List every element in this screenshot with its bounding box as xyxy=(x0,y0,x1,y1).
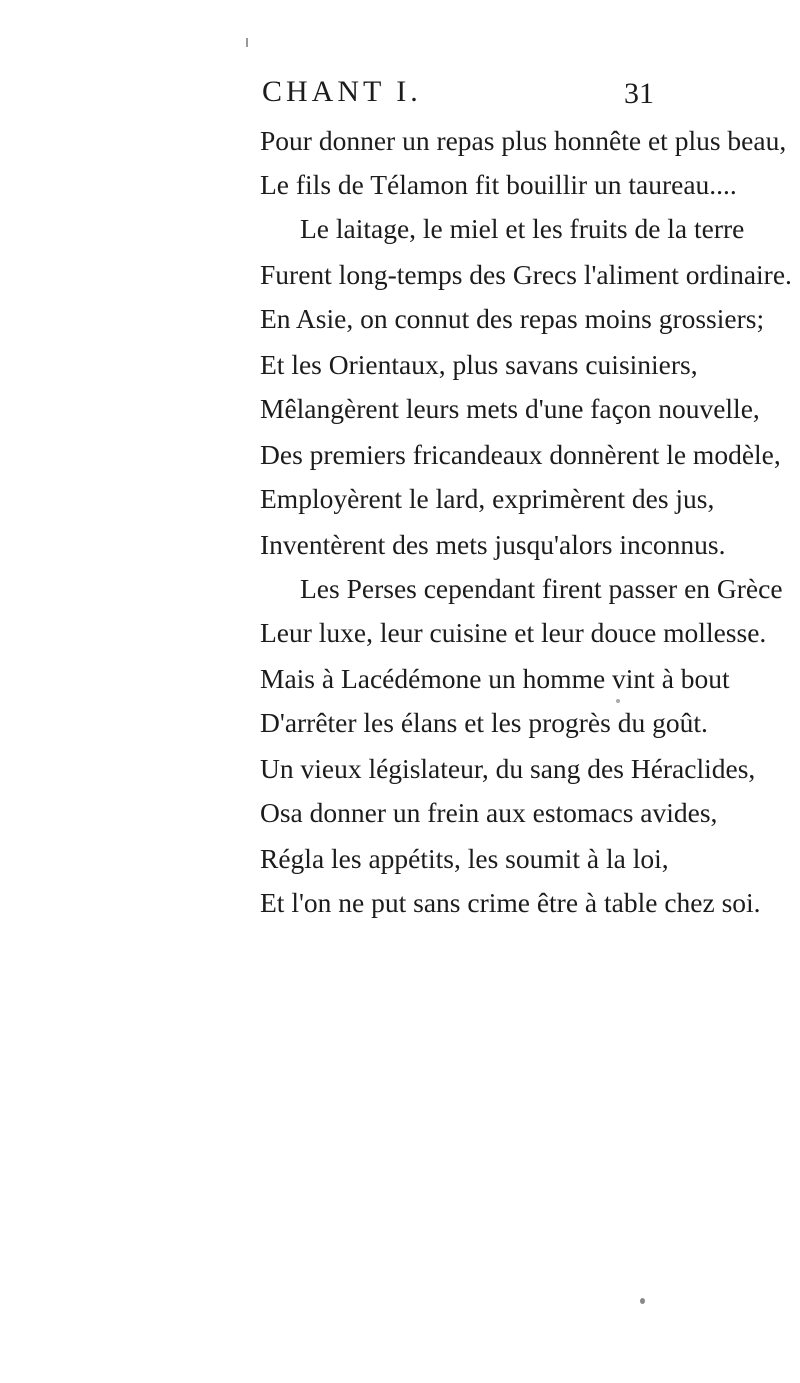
verse-line: En Asie, on connut des repas moins grossiers; xyxy=(260,303,765,334)
verse-line: Les Perses cependant firent passer en Grèce xyxy=(300,573,783,604)
verse-line: Régla les appétits, les soumit à la loi, xyxy=(260,843,669,874)
verse-line: Un vieux législateur, du sang des Héraclides, xyxy=(260,753,756,784)
verse-line: Et l'on ne put sans crime être à table chez soi. xyxy=(260,887,761,918)
verse-line: Et les Orientaux, plus savans cuisiniers, xyxy=(260,349,698,380)
chapter-title: CHANT I. xyxy=(262,75,422,108)
verse-line: Le fils de Télamon fit bouillir un taureau.... xyxy=(260,169,737,200)
ink-speck xyxy=(616,699,620,703)
ink-speck xyxy=(640,1298,645,1304)
verse-line: D'arrêter les élans et les progrès du goût. xyxy=(260,707,708,738)
verse-line: Mais à Lacédémone un homme vint à bout xyxy=(260,663,730,694)
verse-line: Le laitage, le miel et les fruits de la terre xyxy=(300,213,745,244)
verse-line: Des premiers fricandeaux donnèrent le modèle, xyxy=(260,439,781,470)
verse-line: Osa donner un frein aux estomacs avides, xyxy=(260,797,718,828)
verse-line: Employèrent le lard, exprimèrent des jus, xyxy=(260,483,715,514)
page-number: 31 xyxy=(624,77,654,110)
verse-line: Leur luxe, leur cuisine et leur douce mollesse. xyxy=(260,617,767,648)
verse-line: Pour donner un repas plus honnête et plus beau, xyxy=(260,125,787,156)
verse-line: Mêlangèrent leurs mets d'une façon nouvelle, xyxy=(260,393,760,424)
verse-line: Furent long-temps des Grecs l'aliment ordinaire. xyxy=(260,259,792,290)
verse-line: Inventèrent des mets jusqu'alors inconnus. xyxy=(260,529,726,560)
